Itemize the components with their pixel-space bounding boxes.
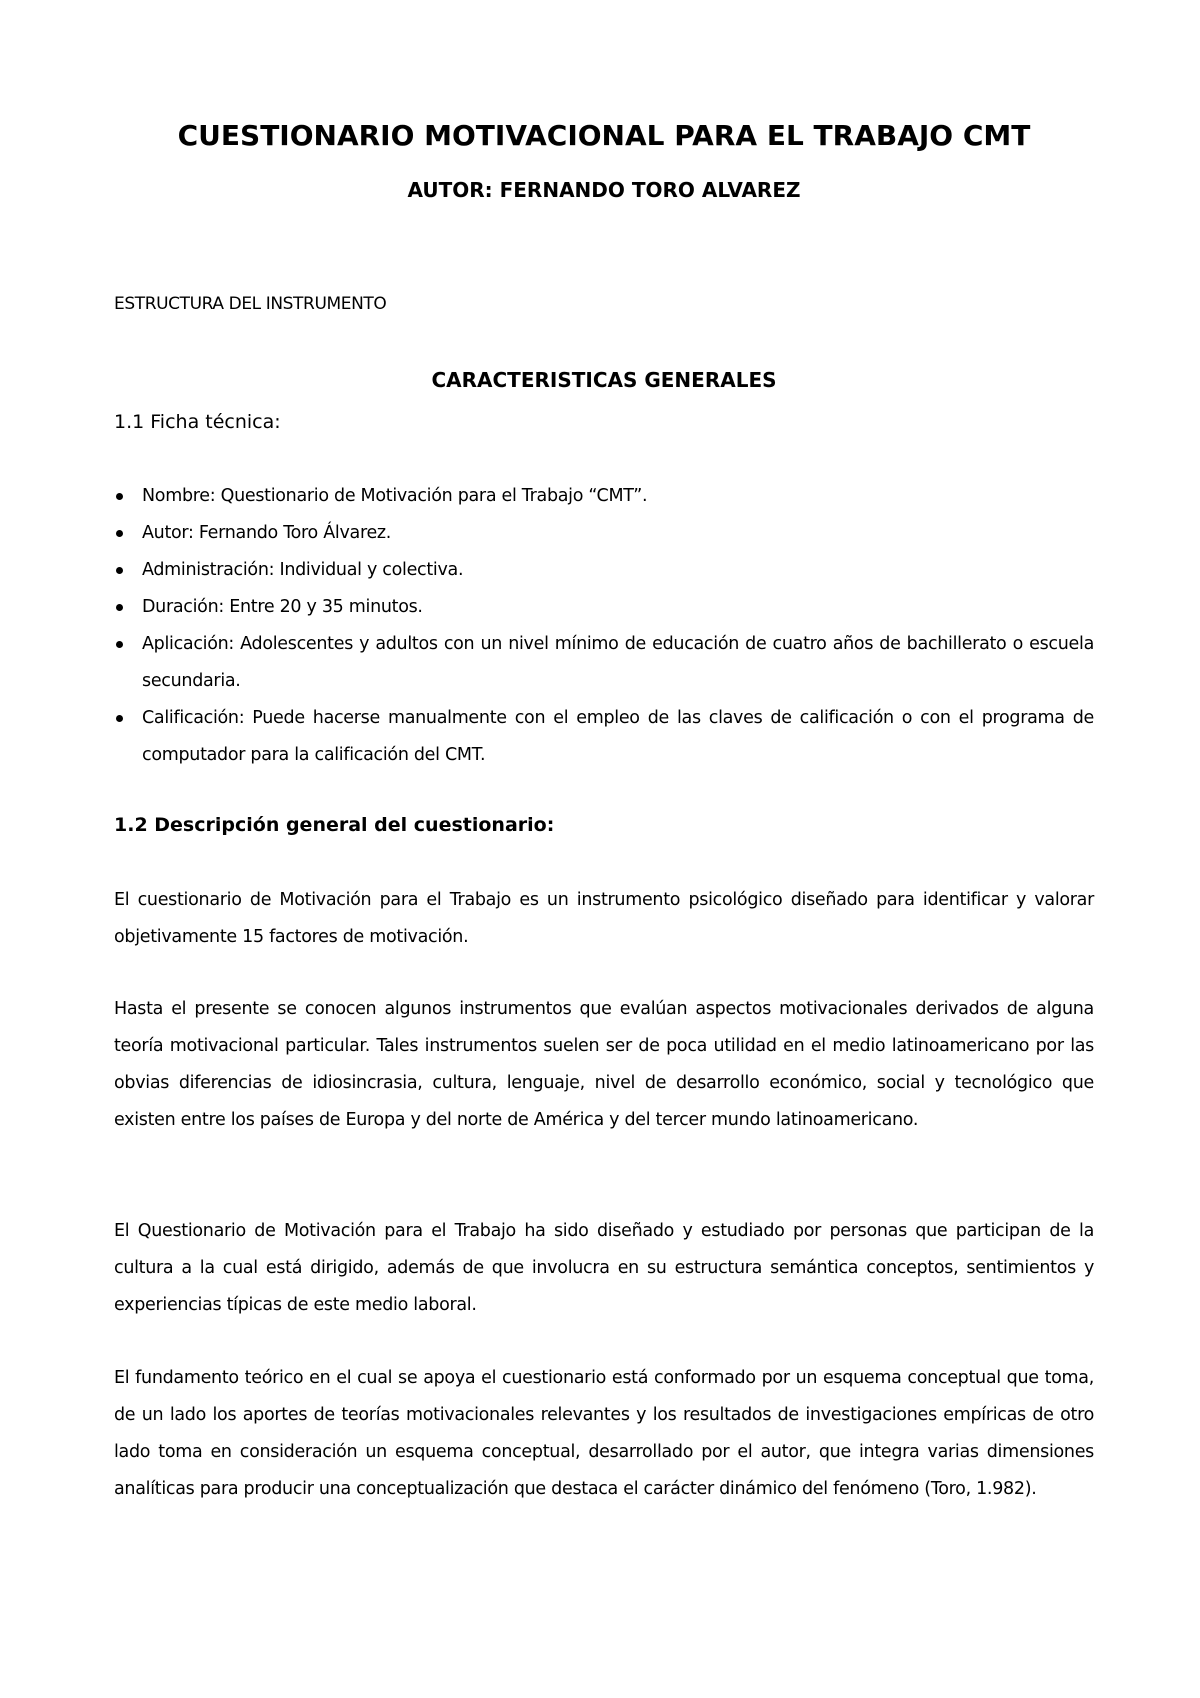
list-item xyxy=(114,478,1094,515)
paragraph: Hasta el presente se conocen algunos instrumentos que evalúan aspectos motivacionales derivados de alguna teoría motivacional particular. Tales instrumentos suelen ser de poca utilidad en el medio latinoamericano por las obvias diferencias de idiosincrasia, cultura, lenguaje, nivel de desarrollo económico, social y tecnológico que existen entre los países de Europa y del norte de América y del tercer mundo latinoamericano. xyxy=(114,999,1094,1130)
subsection-1-2-heading: 1.2 Descripción general del cuestionario: xyxy=(114,814,555,836)
bullet-icon xyxy=(116,493,123,500)
bullet-icon xyxy=(116,604,123,611)
paragraph: El Questionario de Motivación para el Trabajo ha sido diseñado y estudiado por personas que participan de la cultura a la cual está dirigido, además de que involucra en su estructura semántica conceptos, sentimientos y experiencias típicas de este medio laboral. xyxy=(114,1221,1094,1315)
list-item-text: Calificación: Puede hacerse manualmente con el empleo de las claves de calificación o con el programa de computador para la calificación del CMT. xyxy=(142,708,1094,765)
document-title: CUESTIONARIO MOTIVACIONAL PARA EL TRABAJO CMT xyxy=(177,119,1031,152)
list-item-text: Aplicación: Adolescentes y adultos con un nivel mínimo de educación de cuatro años de bachillerato o escuela secundaria. xyxy=(142,634,1094,691)
list-item xyxy=(114,515,1094,552)
section-heading: CARACTERISTICAS GENERALES xyxy=(431,368,777,392)
bullet-icon xyxy=(116,567,123,574)
structure-label: ESTRUCTURA DEL INSTRUMENTO xyxy=(114,294,387,314)
bullet-icon xyxy=(116,641,123,648)
list-item xyxy=(114,552,1094,589)
bullet-icon xyxy=(116,530,123,537)
subsection-1-1-heading: 1.1 Ficha técnica: xyxy=(114,411,281,433)
list-item-text: Autor: Fernando Toro Álvarez. xyxy=(142,523,392,543)
paragraph: El fundamento teórico en el cual se apoya el cuestionario está conformado por un esquema conceptual que toma, de un lado los aportes de teorías motivacionales relevantes y los resultados de investigaciones empíricas de otro lado toma en consideración un esquema conceptual, desarrollado por el autor, que integra varias dimensiones analíticas para producir una conceptualización que destaca el carácter dinámico del fenómeno (Toro, 1.982). xyxy=(114,1368,1094,1499)
list-item xyxy=(114,700,1094,774)
list-item-text: Administración: Individual y colectiva. xyxy=(142,560,464,580)
paragraph: El cuestionario de Motivación para el Trabajo es un instrumento psicológico diseñado para identificar y valorar objetivamente 15 factores de motivación. xyxy=(114,890,1094,947)
list-item xyxy=(114,589,1094,626)
list-item-text: Nombre: Questionario de Motivación para el Trabajo “CMT”. xyxy=(142,486,648,506)
bullet-icon xyxy=(116,715,123,722)
list-item xyxy=(114,626,1094,700)
document-author: AUTOR: FERNANDO TORO ALVAREZ xyxy=(407,178,801,202)
technical-sheet-list xyxy=(114,478,1094,774)
list-item-text: Duración: Entre 20 y 35 minutos. xyxy=(142,597,423,617)
